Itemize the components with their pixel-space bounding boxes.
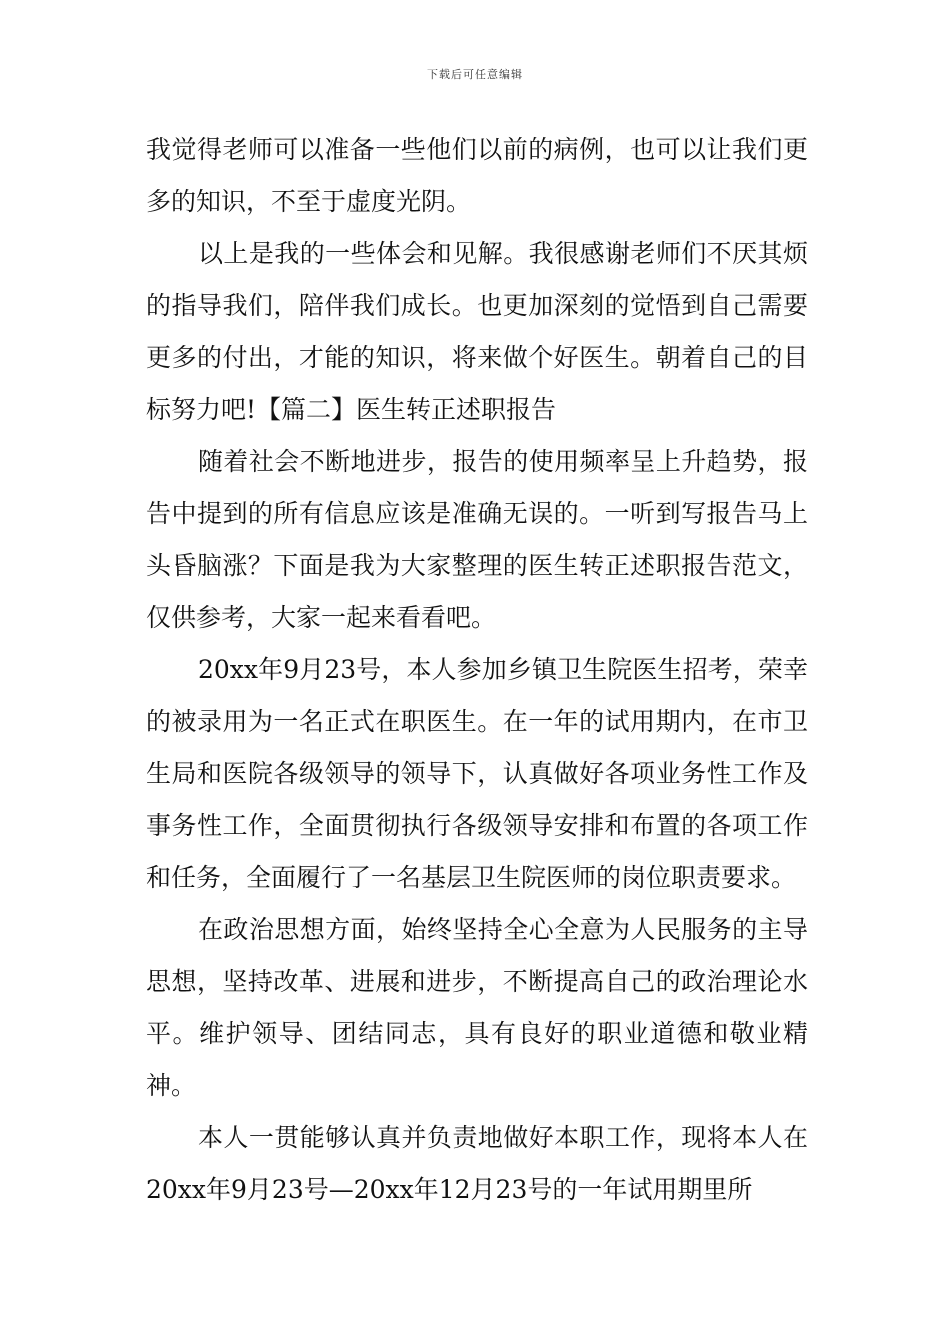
paragraph: 我觉得老师可以准备一些他们以前的病例，也可以让我们更多的知识，不至于虚度光阴。 bbox=[146, 135, 808, 216]
paragraph: 随着社会不断地进步，报告的使用频率呈上升趋势，报告中提到的所有信息应该是准确无误的。一听到写报告马上头昏脑涨？下面是我为大家整理的医生转正述职报告范文，仅供参考，大家一起来看看吧。 bbox=[146, 447, 808, 632]
paragraph: 以上是我的一些体会和见解。我很感谢老师们不厌其烦的指导我们，陪伴我们成长。也更加深刻的觉悟到自己需要更多的付出，才能的知识，将来做个好医生。朝着自己的目标努力吧!【篇二】医生转正述职报告 bbox=[146, 239, 808, 424]
document-body bbox=[146, 124, 808, 1216]
paragraph: 20xx年9月23号，本人参加乡镇卫生院医生招考，荣幸的被录用为一名正式在职医生。在一年的试用期内，在市卫生局和医院各级领导的领导下，认真做好各项业务性工作及事务性工作，全面贯彻执行各级领导安排和布置的各项工作和任务，全面履行了一名基层卫生院医师的岗位职责要求。 bbox=[146, 655, 808, 892]
paragraph: 本人一贯能够认真并负责地做好本职工作，现将本人在20xx年9月23号—20xx年12月23号的一年试用期里所 bbox=[146, 1123, 808, 1204]
header-note: 下载后可任意编辑 bbox=[427, 68, 523, 81]
paragraph: 在政治思想方面，始终坚持全心全意为人民服务的主导思想，坚持改革、进展和进步，不断提高自己的政治理论水平。维护领导、团结同志，具有良好的职业道德和敬业精神。 bbox=[146, 915, 808, 1100]
